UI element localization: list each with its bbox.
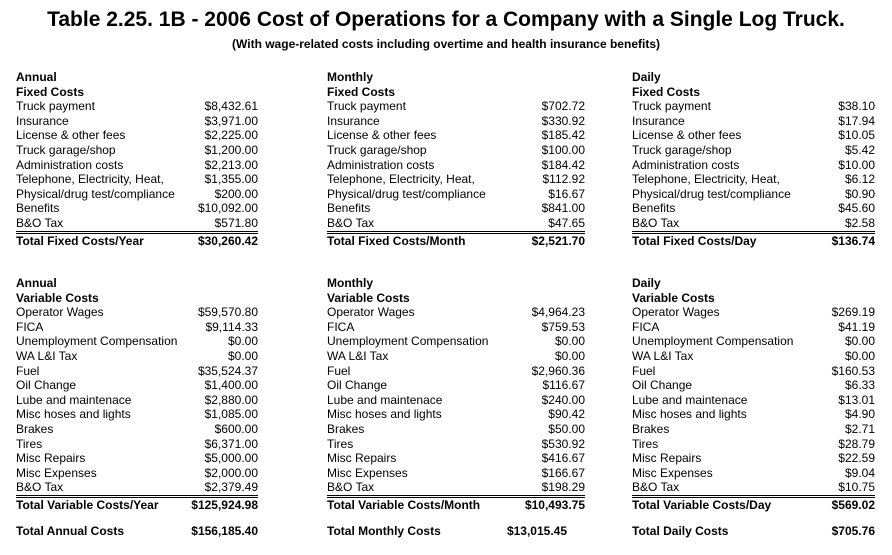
cost-row: [327, 187, 585, 202]
cost-label: B&O Tax: [632, 215, 680, 230]
cost-label: Lube and maintenace: [632, 392, 748, 407]
cost-value: $116.67: [542, 378, 585, 393]
cost-value: $22.59: [838, 451, 875, 466]
cost-value: $59,570.80: [197, 305, 258, 320]
total-value: $136.74: [831, 233, 875, 248]
cost-row: [632, 216, 875, 232]
cost-row: [632, 466, 875, 481]
cost-row: [16, 172, 258, 187]
cost-value: $100.00: [541, 142, 585, 157]
cost-row: [327, 99, 585, 114]
cost-value: $269.19: [831, 305, 875, 320]
cost-value: $2,960.36: [531, 363, 585, 378]
cost-label: Tires: [632, 436, 659, 451]
grand-total-label: Total Annual Costs: [16, 524, 124, 538]
cost-label: Telephone, Electricity, Heat,: [632, 172, 780, 187]
cost-row: [16, 305, 258, 320]
cost-label: Insurance: [16, 113, 69, 128]
cost-row: [327, 172, 585, 187]
cost-label: Operator Wages: [327, 305, 415, 320]
cost-row: [632, 349, 875, 364]
cost-label: Oil Change: [327, 378, 388, 393]
cost-row: [327, 378, 585, 393]
cost-label: Telephone, Electricity, Heat,: [327, 172, 475, 187]
cost-value: $240.00: [541, 392, 585, 407]
cost-value: $6,371.00: [204, 436, 258, 451]
section-total-row: [16, 497, 258, 513]
cost-value: $10.00: [838, 157, 875, 172]
period-label: Monthly: [327, 276, 373, 290]
cost-label: Misc Repairs: [327, 451, 397, 466]
cost-value: $3,971.00: [204, 113, 258, 128]
cost-row: [16, 466, 258, 481]
cost-label: Brakes: [632, 421, 670, 436]
cost-label: B&O Tax: [16, 480, 64, 495]
cost-label: Benefits: [632, 201, 676, 216]
cost-row: [16, 349, 258, 364]
cost-row: [327, 349, 585, 364]
cost-value: $185.42: [541, 128, 585, 143]
cost-label: WA L&I Tax: [327, 348, 389, 363]
cost-value: $4,964.23: [531, 305, 585, 320]
cost-label: Physical/drug test/compliance: [16, 186, 175, 201]
cost-value: $16.67: [548, 186, 585, 201]
cost-row: [16, 480, 258, 496]
cost-row: [632, 172, 875, 187]
total-value: $10,493.75: [524, 497, 585, 512]
cost-value: $112.92: [542, 172, 585, 187]
total-value: $569.02: [831, 497, 875, 512]
cost-value: $2,225.00: [204, 128, 258, 143]
cost-row: [327, 143, 585, 158]
cost-row: [632, 143, 875, 158]
cost-label: License & other fees: [16, 128, 126, 143]
cost-value: $10.75: [838, 480, 875, 495]
section-heading: Variable Costs: [16, 290, 99, 305]
cost-row: [16, 114, 258, 129]
period-label: Annual: [16, 70, 57, 84]
cost-value: $0.00: [554, 334, 585, 349]
cost-label: Fuel: [632, 363, 656, 378]
cost-value: $8,432.61: [204, 99, 258, 114]
cost-row: [632, 437, 875, 452]
cost-label: Truck payment: [16, 99, 95, 114]
cost-label: Physical/drug test/compliance: [327, 186, 486, 201]
total-daily-costs: [632, 524, 875, 539]
cost-value: $0.00: [227, 334, 258, 349]
cost-row: [327, 216, 585, 232]
section-total-row: [16, 233, 258, 249]
cost-label: Misc Expenses: [632, 465, 713, 480]
cost-label: B&O Tax: [632, 480, 680, 495]
cost-label: Misc Expenses: [327, 465, 408, 480]
cost-value: $841.00: [541, 201, 585, 216]
cost-row: [16, 364, 258, 379]
cost-label: WA L&I Tax: [16, 348, 78, 363]
cost-value: $530.92: [541, 436, 585, 451]
cost-row: [632, 451, 875, 466]
cost-row: [327, 437, 585, 452]
cost-row: [327, 364, 585, 379]
cost-value: $1,200.00: [204, 142, 258, 157]
cost-row: [327, 114, 585, 129]
period-label: Daily: [632, 70, 661, 84]
cost-label: Lube and maintenace: [327, 392, 443, 407]
section-heading: Variable Costs: [632, 290, 715, 305]
cost-value: $1,400.00: [204, 378, 258, 393]
cost-row: [16, 422, 258, 437]
cost-row: [16, 99, 258, 114]
cost-value: $17.94: [838, 113, 875, 128]
grand-total-value: $705.76: [831, 524, 875, 538]
cost-label: B&O Tax: [327, 215, 375, 230]
cost-label: License & other fees: [632, 128, 742, 143]
cost-value: $571.80: [214, 215, 258, 230]
cost-value: $90.42: [548, 407, 585, 422]
cost-row: [632, 320, 875, 335]
cost-value: $9,114.33: [205, 319, 258, 334]
cost-value: $416.67: [541, 451, 585, 466]
cost-row: [632, 378, 875, 393]
cost-row: [327, 305, 585, 320]
cost-label: License & other fees: [327, 128, 437, 143]
cost-row: [16, 320, 258, 335]
cost-value: $184.42: [541, 157, 585, 172]
cost-label: Misc Repairs: [16, 451, 86, 466]
cost-value: $702.72: [541, 99, 585, 114]
cost-row: [327, 451, 585, 466]
cost-row: [632, 407, 875, 422]
cost-row: [632, 201, 875, 216]
cost-row: [327, 422, 585, 437]
section-heading: Fixed Costs: [327, 84, 396, 99]
cost-value: $0.00: [227, 348, 258, 363]
cost-row: [632, 128, 875, 143]
cost-label: Insurance: [632, 113, 685, 128]
cost-value: $1,085.00: [204, 407, 258, 422]
total-label: Total Variable Costs/Day: [632, 497, 772, 512]
cost-value: $330.92: [541, 113, 585, 128]
total-value: $125,924.98: [191, 497, 258, 512]
total-label: Total Fixed Costs/Year: [16, 233, 144, 248]
cost-label: Misc hoses and lights: [632, 407, 747, 422]
cost-value: $47.65: [548, 215, 585, 230]
cost-label: Truck garage/shop: [632, 142, 732, 157]
cost-label: Truck payment: [327, 99, 406, 114]
cost-value: $6.33: [844, 378, 875, 393]
cost-row: [327, 393, 585, 408]
cost-value: $13.01: [838, 392, 875, 407]
period-label: Daily: [632, 276, 661, 290]
cost-label: Administration costs: [16, 157, 124, 172]
cost-label: B&O Tax: [327, 480, 375, 495]
cost-label: Fuel: [16, 363, 40, 378]
cost-label: Oil Change: [16, 378, 77, 393]
cost-label: Operator Wages: [632, 305, 720, 320]
cost-row: [632, 480, 875, 496]
cost-row: [16, 378, 258, 393]
cost-row: [632, 393, 875, 408]
cost-value: $2,213.00: [204, 157, 258, 172]
total-label: Total Fixed Costs/Month: [327, 233, 466, 248]
cost-label: Unemployment Compensation: [327, 334, 489, 349]
cost-row: [16, 451, 258, 466]
cost-label: Brakes: [16, 421, 54, 436]
cost-value: $2,379.49: [204, 480, 258, 495]
total-value: $30,260.42: [197, 233, 258, 248]
cost-value: $9.04: [844, 465, 875, 480]
total-monthly-costs: [327, 524, 567, 539]
cost-value: $2,000.00: [204, 465, 258, 480]
cost-row: [327, 407, 585, 422]
cost-label: B&O Tax: [16, 215, 64, 230]
cost-row: [632, 158, 875, 173]
cost-value: $2,880.00: [204, 392, 258, 407]
cost-row: [327, 320, 585, 335]
cost-label: FICA: [16, 319, 44, 334]
section-total-row: [632, 497, 875, 513]
cost-label: Benefits: [16, 201, 60, 216]
cost-value: $28.79: [838, 436, 875, 451]
cost-row: [16, 393, 258, 408]
cost-label: Physical/drug test/compliance: [632, 186, 791, 201]
total-value: $2,521.70: [531, 233, 585, 248]
cost-value: $45.60: [838, 201, 875, 216]
cost-label: Brakes: [327, 421, 365, 436]
cost-label: Benefits: [327, 201, 371, 216]
cost-row: [632, 99, 875, 114]
variable-costs-annual-block: [16, 276, 258, 513]
cost-label: Tires: [327, 436, 354, 451]
cost-label: Tires: [16, 436, 43, 451]
cost-row: [327, 480, 585, 496]
section-heading: Variable Costs: [327, 290, 410, 305]
cost-value: $41.19: [838, 319, 875, 334]
cost-value: $50.00: [548, 421, 585, 436]
cost-row: [16, 437, 258, 452]
cost-label: Telephone, Electricity, Heat,: [16, 172, 164, 187]
cost-value: $5,000.00: [204, 451, 258, 466]
cost-label: Insurance: [327, 113, 380, 128]
cost-label: Misc hoses and lights: [16, 407, 131, 422]
cost-value: $200.00: [214, 186, 258, 201]
variable-costs-monthly-block: [327, 276, 585, 513]
fixed-costs-monthly-block: [327, 70, 585, 248]
cost-value: $0.00: [844, 348, 875, 363]
cost-row: [16, 407, 258, 422]
table-title: Table 2.25. 1B - 2006 Cost of Operations for a Company with a Single Log Truck.: [47, 8, 845, 31]
cost-row: [16, 128, 258, 143]
cost-row: [632, 334, 875, 349]
cost-label: WA L&I Tax: [632, 348, 694, 363]
section-total-row: [327, 233, 585, 249]
cost-row: [632, 114, 875, 129]
cost-row: [16, 216, 258, 232]
cost-value: $35,524.37: [197, 363, 258, 378]
section-total-row: [632, 233, 875, 249]
cost-row: [632, 187, 875, 202]
cost-value: $0.90: [844, 186, 875, 201]
cost-label: FICA: [327, 319, 355, 334]
cost-row: [327, 158, 585, 173]
cost-label: Truck garage/shop: [327, 142, 427, 157]
total-annual-costs: [16, 524, 258, 539]
cost-value: $1,355.00: [204, 172, 258, 187]
cost-row: [327, 128, 585, 143]
cost-value: $198.29: [541, 480, 585, 495]
cost-label: Operator Wages: [16, 305, 104, 320]
cost-label: Misc Expenses: [16, 465, 97, 480]
cost-row: [16, 187, 258, 202]
cost-row: [632, 305, 875, 320]
cost-value: $38.10: [838, 99, 875, 114]
grand-total-label: Total Monthly Costs: [327, 524, 441, 538]
grand-total-label: Total Daily Costs: [632, 524, 729, 538]
cost-row: [327, 334, 585, 349]
cost-label: Misc hoses and lights: [327, 407, 442, 422]
section-total-row: [327, 497, 585, 513]
cost-label: Administration costs: [327, 157, 435, 172]
cost-value: $2.71: [844, 421, 875, 436]
fixed-costs-daily-block: [632, 70, 875, 248]
cost-label: Unemployment Compensation: [16, 334, 178, 349]
cost-value: $10.05: [838, 128, 875, 143]
cost-row: [327, 466, 585, 481]
period-label: Annual: [16, 276, 57, 290]
total-label: Total Variable Costs/Month: [327, 497, 481, 512]
cost-label: Oil Change: [632, 378, 693, 393]
variable-costs-daily-block: [632, 276, 875, 513]
cost-value: $5.42: [844, 142, 875, 157]
cost-label: Lube and maintenace: [16, 392, 132, 407]
section-heading: Fixed Costs: [632, 84, 701, 99]
cost-value: $160.53: [831, 363, 875, 378]
cost-row: [16, 158, 258, 173]
cost-row: [632, 364, 875, 379]
cost-value: $6.12: [844, 172, 875, 187]
cost-label: Truck garage/shop: [16, 142, 116, 157]
fixed-costs-annual-block: [16, 70, 258, 248]
cost-label: FICA: [632, 319, 660, 334]
cost-value: $166.67: [541, 465, 585, 480]
cost-label: Unemployment Compensation: [632, 334, 794, 349]
cost-row: [632, 422, 875, 437]
cost-label: Misc Repairs: [632, 451, 702, 466]
section-heading: Fixed Costs: [16, 84, 85, 99]
cost-value: $600.00: [214, 421, 258, 436]
cost-value: $10,092.00: [197, 201, 258, 216]
grand-total-value: $13,015.45: [506, 524, 567, 538]
table-subtitle: (With wage-related costs including overtime and health insurance benefits): [232, 37, 660, 51]
cost-row: [327, 201, 585, 216]
grand-total-value: $156,185.40: [191, 524, 258, 538]
cost-row: [16, 334, 258, 349]
cost-value: $0.00: [554, 348, 585, 363]
cost-label: Fuel: [327, 363, 351, 378]
total-label: Total Variable Costs/Year: [16, 497, 159, 512]
cost-label: Truck payment: [632, 99, 711, 114]
cost-value: $759.53: [541, 319, 585, 334]
total-label: Total Fixed Costs/Day: [632, 233, 757, 248]
cost-value: $0.00: [844, 334, 875, 349]
cost-row: [16, 143, 258, 158]
cost-row: [16, 201, 258, 216]
cost-label: Administration costs: [632, 157, 740, 172]
cost-value: $4.90: [844, 407, 875, 422]
cost-value: $2.58: [844, 215, 875, 230]
period-label: Monthly: [327, 70, 373, 84]
